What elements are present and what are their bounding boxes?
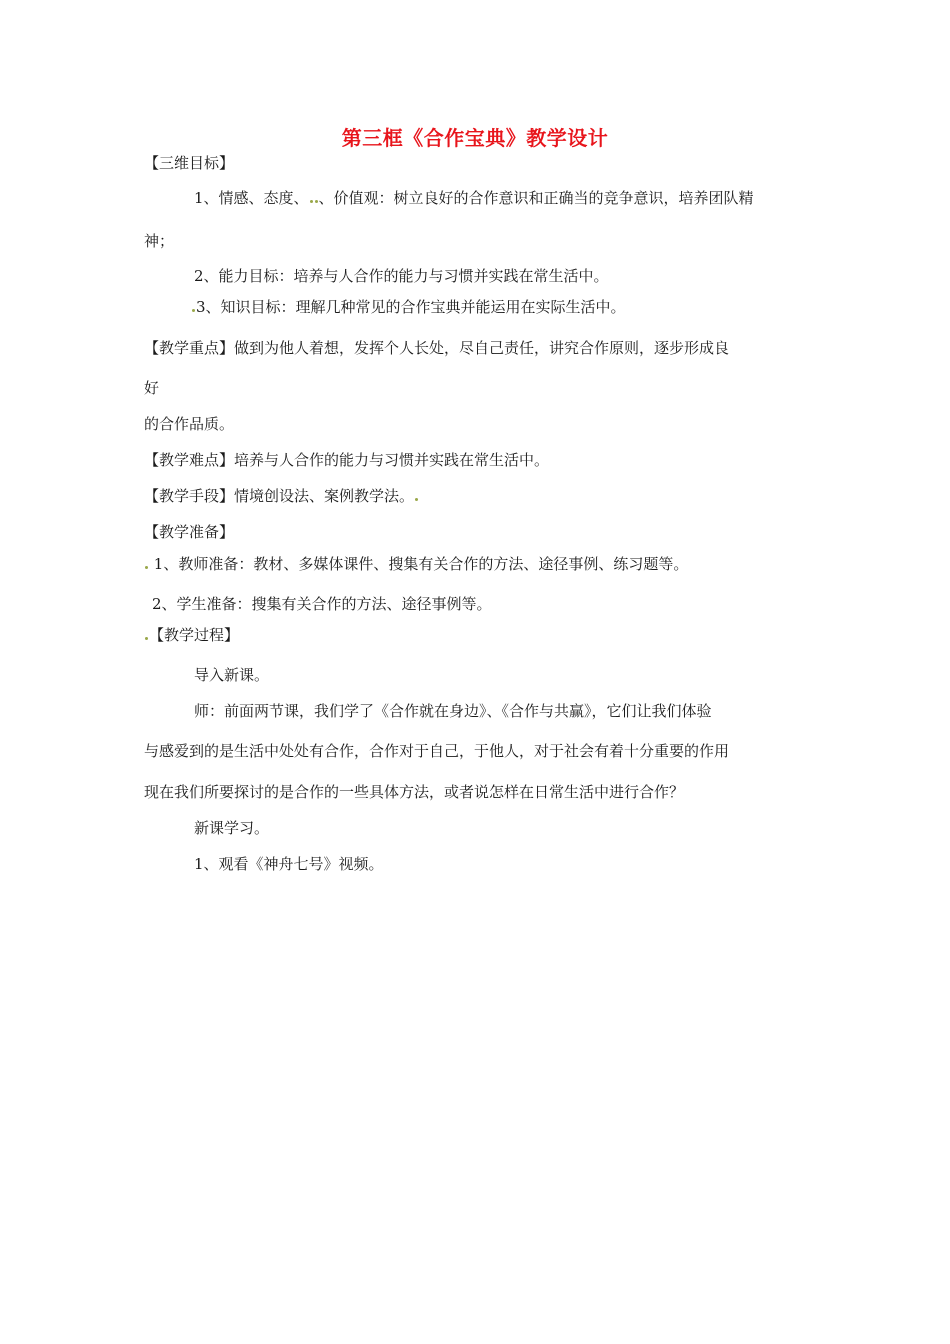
process-heading-line [144,625,239,645]
speck-mark [192,309,195,312]
goal-1-line [194,188,754,208]
teacher-line-2: 与感爱到的是生活中处处有合作，合作对于自己，于他人，对于社会有着十分重要的作用 [144,742,730,760]
means-line [144,486,419,506]
goal-3-text: 3、知识目标：理解几种常见的合作宝典并能运用在实际生活中。 [196,298,626,316]
goal-1-continuation: 神； [144,232,175,250]
preparation-1-text: 1、教师准备：教材、多媒体课件、搜集有关合作的方法、途径事例、练习题等。 [153,555,689,573]
goals-heading: 【三维目标】 [144,154,235,172]
speck-mark [145,637,148,640]
goal-1-text-a: 1、情感、态度、 [194,189,309,207]
goal-2-line: 2、能力目标：培养与人合作的能力与习惯并实践在常生活中。 [194,267,609,285]
preparation-heading: 【教学准备】 [144,523,235,541]
intro-line: 导入新课。 [194,666,270,684]
key-points-wrap: 好 [144,379,160,397]
means-text: 【教学手段】情境创设法、案例教学法。 [144,487,415,505]
teacher-line-3: 现在我们所要探讨的是合作的一些具体方法，或者说怎样在日常生活中进行合作？ [144,783,685,801]
new-lesson-line: 新课学习。 [194,819,270,837]
step-1-line: 1、观看《神舟七号》视频。 [194,855,384,873]
preparation-1-line [144,554,688,574]
speck-mark [310,200,313,203]
key-points-line: 【教学重点】做到为他人着想，发挥个人长处，尽自己责任，讲究合作原则，逐步形成良 [144,339,730,357]
speck-mark [145,566,148,569]
goal-3-line [191,297,626,317]
preparation-2-line: 2、学生准备：搜集有关合作的方法、途径事例等。 [152,595,492,613]
teacher-line-1: 师：前面两节课，我们学了《合作就在身边》、《合作与共赢》，它们让我们体验 [194,702,712,720]
document-title: 第三框《合作宝典》教学设计 [341,126,609,150]
key-points-continuation: 的合作品质。 [144,415,235,433]
goal-1-text-b: 、价值观：树立良好的合作意识和正确当的竞争意识，培养团队精 [318,189,754,207]
process-heading: 【教学过程】 [149,626,240,644]
speck-mark [415,498,418,501]
difficulty-line: 【教学难点】培养与人合作的能力与习惯并实践在常生活中。 [144,451,550,469]
speck-mark [315,200,318,203]
